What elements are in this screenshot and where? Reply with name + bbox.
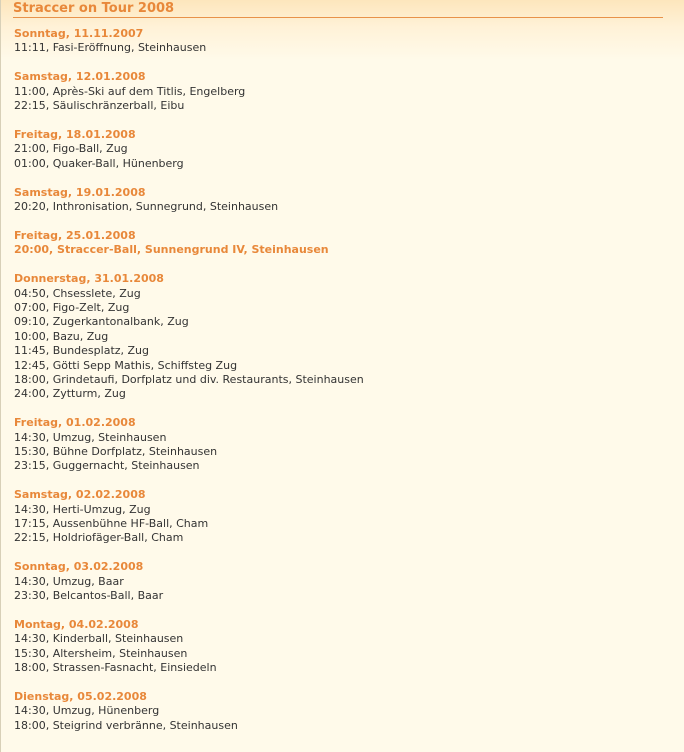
schedule-day: [14, 229, 674, 258]
event-item: 24:00, Zytturm, Zug: [14, 387, 126, 401]
event-item-highlighted: 20:00, Straccer-Ball, Sunnengrund IV, Steinhausen: [14, 243, 329, 257]
event-item: 09:10, Zugerkantonalbank, Zug: [14, 315, 189, 329]
schedule-day: [14, 70, 674, 113]
schedule-day: [14, 128, 674, 171]
event-item: 23:15, Guggernacht, Steinhausen: [14, 459, 200, 473]
day-heading: Samstag, 12.01.2008: [14, 70, 146, 84]
day-heading: Montag, 04.02.2008: [14, 618, 139, 631]
event-item: 11:11, Fasi-Eröffnung, Steinhausen: [14, 41, 207, 55]
event-item: 22:15, Säulischränzerball, Eibu: [14, 99, 185, 113]
event-item: 14:30, Umzug, Steinhausen: [14, 430, 167, 444]
event-item: 14:30, Herti-Umzug, Zug: [14, 502, 151, 516]
event-item: 17:15, Aussenbühne HF-Ball, Cham: [14, 517, 209, 531]
day-heading: Dienstag, 05.02.2008: [14, 690, 147, 704]
schedule-day: [14, 488, 674, 546]
schedule-day: [14, 272, 674, 402]
event-item: 18:00, Grindetaufi, Dorfplatz und div. Restaurants, Steinhausen: [14, 372, 364, 386]
day-heading: Freitag, 25.01.2008: [14, 228, 136, 242]
day-heading: Sonntag, 03.02.2008: [14, 560, 144, 574]
event-item: 20:20, Inthronisation, Sunnegrund, Steinhausen: [14, 200, 279, 214]
event-item: 11:45, Bundesplatz, Zug: [14, 344, 150, 358]
schedule-day: [14, 560, 674, 603]
event-item: 07:00, Figo-Zelt, Zug: [14, 300, 130, 314]
day-heading: Sonntag, 11.11.2007: [14, 27, 144, 40]
day-heading: Donnerstag, 31.01.2008: [14, 272, 164, 286]
event-item: 14:30, Kinderball, Steinhausen: [14, 632, 184, 646]
tour-schedule: [14, 27, 674, 748]
event-item: 12:45, Götti Sepp Mathis, Schiffsteg Zug: [14, 358, 238, 372]
event-item: 15:30, Bühne Dorfplatz, Steinhausen: [14, 444, 218, 458]
event-item: 22:15, Holdriofäger-Ball, Cham: [14, 531, 184, 545]
event-item: 14:30, Umzug, Baar: [14, 574, 124, 588]
schedule-day: [14, 618, 674, 676]
event-item: 18:00, Steigrind verbränne, Steinhausen: [14, 718, 238, 732]
event-item: 10:00, Bazu, Zug: [14, 329, 109, 343]
page-header: [13, 0, 663, 18]
event-item: 15:30, Altersheim, Steinhausen: [14, 646, 188, 660]
event-item: 21:00, Figo-Ball, Zug: [14, 142, 128, 156]
page-title: Straccer on Tour 2008: [13, 1, 175, 16]
schedule-day: [14, 416, 674, 474]
schedule-day: [14, 690, 674, 733]
event-item: 01:00, Quaker-Ball, Hünenberg: [14, 156, 184, 170]
schedule-day: [14, 186, 674, 215]
day-heading: Freitag, 18.01.2008: [14, 127, 136, 141]
event-item: 23:30, Belcantos-Ball, Baar: [14, 589, 164, 603]
day-heading: Freitag, 01.02.2008: [14, 416, 136, 430]
event-item: 18:00, Strassen-Fasnacht, Einsiedeln: [14, 661, 217, 675]
schedule-day: [14, 27, 674, 56]
page: [1, 0, 684, 752]
day-heading: Samstag, 02.02.2008: [14, 488, 146, 502]
day-heading: Samstag, 19.01.2008: [14, 185, 146, 199]
event-item: 04:50, Chsesslete, Zug: [14, 286, 141, 300]
event-item: 14:30, Umzug, Hünenberg: [14, 704, 160, 718]
event-item: 11:00, Après-Ski auf dem Titlis, Engelberg: [14, 84, 246, 98]
